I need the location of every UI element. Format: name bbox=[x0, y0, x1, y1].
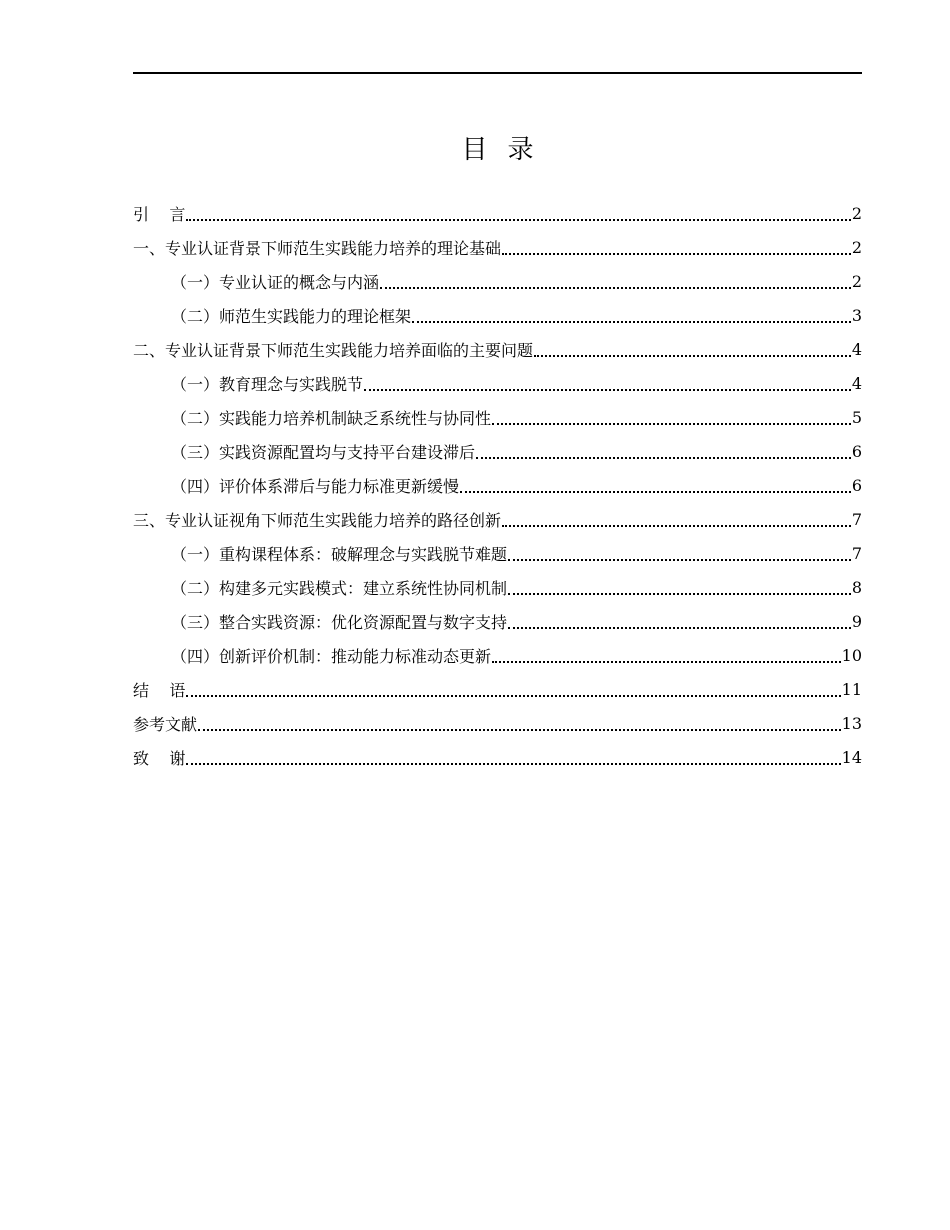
toc-entry-section-2-4[interactable] bbox=[133, 468, 862, 502]
toc-entry-page: 3 bbox=[851, 305, 862, 325]
toc-entry-label: （二）构建多元实践模式：建立系统性协同机制 bbox=[171, 578, 508, 598]
toc-entry-label: 三、专业认证视角下师范生实践能力培养的路径创新 bbox=[133, 510, 502, 530]
toc-entry-page: 9 bbox=[851, 611, 862, 631]
toc-entry-section-3-4[interactable] bbox=[133, 638, 862, 672]
toc-entry-conclusion[interactable] bbox=[133, 672, 862, 706]
toc-dot-leader bbox=[412, 321, 851, 323]
toc-entry-chapter-2[interactable] bbox=[133, 332, 862, 366]
toc-entry-page: 2 bbox=[851, 271, 862, 291]
toc-entry-page: 13 bbox=[841, 713, 862, 733]
toc-dot-leader bbox=[364, 389, 851, 391]
toc-dot-leader bbox=[502, 525, 851, 527]
toc-dot-leader bbox=[508, 559, 851, 561]
toc-entry-page: 4 bbox=[851, 339, 862, 359]
toc-entry-label: 二、专业认证背景下师范生实践能力培养面临的主要问题 bbox=[133, 340, 534, 360]
toc-dot-leader bbox=[186, 763, 840, 765]
toc-entry-section-3-3[interactable] bbox=[133, 604, 862, 638]
toc-entry-page: 4 bbox=[851, 373, 862, 393]
toc-entry-page: 7 bbox=[851, 543, 862, 563]
toc-dot-leader bbox=[508, 627, 851, 629]
toc-entry-page: 5 bbox=[851, 407, 862, 427]
toc-entry-chapter-3[interactable] bbox=[133, 502, 862, 536]
toc-entry-section-2-3[interactable] bbox=[133, 434, 862, 468]
toc-dot-leader bbox=[476, 457, 851, 459]
toc-entry-label: （三）实践资源配置均与支持平台建设滞后 bbox=[171, 442, 476, 462]
toc-entry-label: （三）整合实践资源：优化资源配置与数字支持 bbox=[171, 612, 508, 632]
toc-dot-leader bbox=[534, 355, 851, 357]
toc-dot-leader bbox=[198, 729, 841, 731]
toc-entry-page: 7 bbox=[851, 509, 862, 529]
toc-entry-page: 6 bbox=[851, 475, 862, 495]
toc-entry-label: （一）教育理念与实践脱节 bbox=[171, 374, 364, 394]
toc-dot-leader bbox=[492, 661, 841, 663]
toc-entry-page: 14 bbox=[841, 747, 862, 767]
toc-entry-section-3-2[interactable] bbox=[133, 570, 862, 604]
toc-entry-acknowledgements[interactable] bbox=[133, 740, 862, 774]
toc-entry-page: 10 bbox=[841, 645, 862, 665]
toc-dot-leader bbox=[460, 491, 851, 493]
toc-entry-label: （四）评价体系滞后与能力标准更新缓慢 bbox=[171, 476, 460, 496]
toc-entry-page: 11 bbox=[841, 679, 862, 699]
toc-title: 目录 bbox=[461, 135, 554, 165]
toc-entry-page: 2 bbox=[851, 203, 862, 223]
toc-dot-leader bbox=[186, 695, 840, 697]
toc-entry-label: 一、专业认证背景下师范生实践能力培养的理论基础 bbox=[133, 238, 502, 258]
toc-entry-label: 参考文献 bbox=[133, 714, 198, 734]
toc-entry-label: （二）师范生实践能力的理论框架 bbox=[171, 306, 412, 326]
toc-dot-leader bbox=[186, 219, 850, 221]
toc-entry-page: 6 bbox=[851, 441, 862, 461]
toc-entry-label: 结 语 bbox=[133, 680, 186, 700]
toc-entry-label: 引 言 bbox=[133, 204, 186, 224]
toc-entry-page: 8 bbox=[851, 577, 862, 597]
toc-entry-label: （一）重构课程体系：破解理念与实践脱节难题 bbox=[171, 544, 508, 564]
toc-dot-leader bbox=[502, 253, 851, 255]
toc-entry-label: （一）专业认证的概念与内涵 bbox=[171, 272, 380, 292]
header-rule bbox=[133, 72, 862, 74]
toc-dot-leader bbox=[508, 593, 851, 595]
toc-dot-leader bbox=[492, 423, 851, 425]
toc-entry-references[interactable] bbox=[133, 706, 862, 740]
toc-entry-label: （二）实践能力培养机制缺乏系统性与协同性 bbox=[171, 408, 492, 428]
table-of-contents bbox=[133, 196, 862, 774]
toc-entry-label: 致 谢 bbox=[133, 748, 186, 768]
toc-entry-section-2-2[interactable] bbox=[133, 400, 862, 434]
toc-entry-label: （四）创新评价机制：推动能力标准动态更新 bbox=[171, 646, 492, 666]
toc-entry-chapter-1[interactable] bbox=[133, 230, 862, 264]
toc-entry-section-1-2[interactable] bbox=[133, 298, 862, 332]
toc-entry-introduction[interactable] bbox=[133, 196, 862, 230]
toc-entry-page: 2 bbox=[851, 237, 862, 257]
toc-entry-section-2-1[interactable] bbox=[133, 366, 862, 400]
toc-entry-section-3-1[interactable] bbox=[133, 536, 862, 570]
toc-dot-leader bbox=[380, 287, 851, 289]
toc-entry-section-1-1[interactable] bbox=[133, 264, 862, 298]
